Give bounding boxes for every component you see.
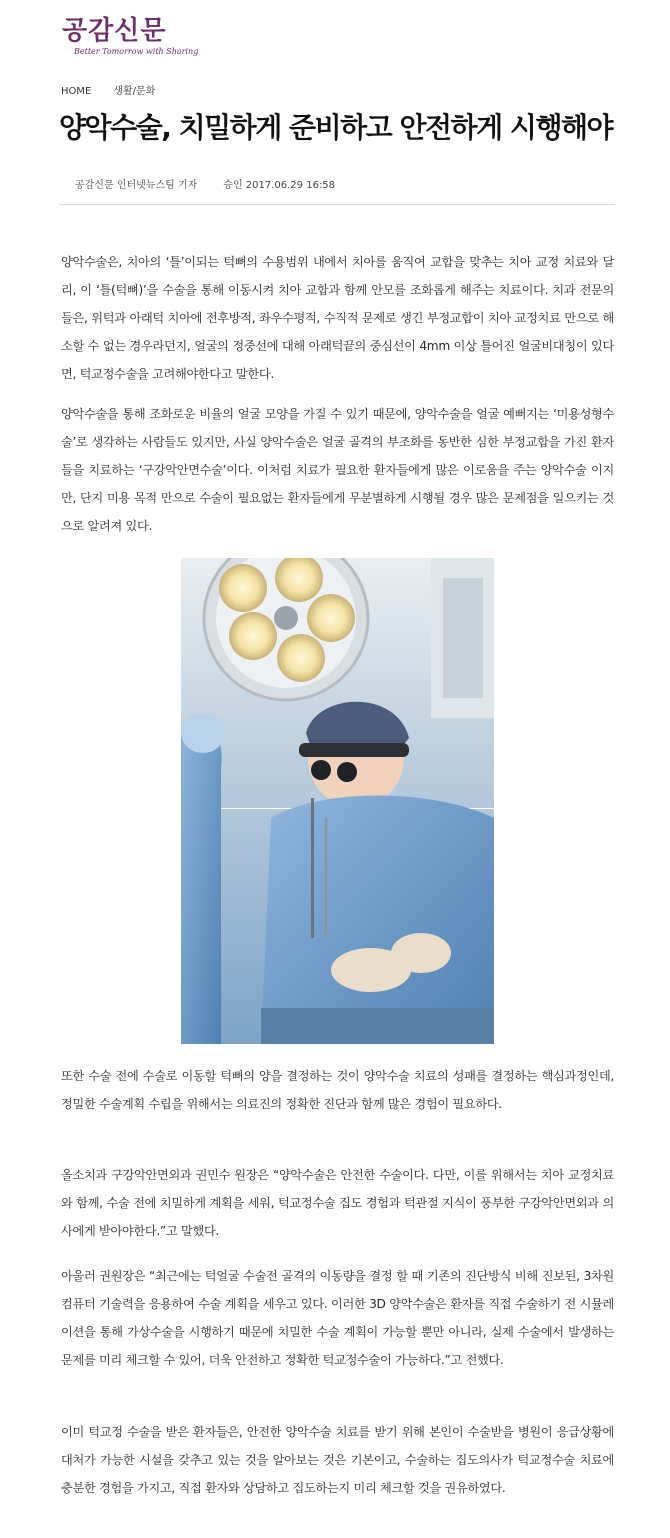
article-approved-date: 승인 2017.06.29 16:58	[223, 180, 336, 191]
logo-wordmark: 공감신문	[62, 16, 167, 46]
logo-tagline: Better Tomorrow with Sharing	[74, 47, 199, 56]
header-divider	[59, 204, 615, 205]
article-paragraph: 올소치과 구강악안면외과 권민수 원장은 “양악수술은 안전한 수술이다. 다만, 이를 위해서는 치아 교정치료와 함께, 수술 전에 치밀하게 계획을 세워, 턱교정수술 집도 경험과 턱관절 지식이 풍부한 구강악안면외과 의사에게 받아야한다.”고 말했다.	[61, 1168, 614, 1238]
assistant-surgeon	[181, 713, 225, 1044]
site-logo[interactable]	[62, 10, 199, 58]
article-byline	[75, 176, 335, 191]
article-paragraph: 또한 수술 전에 수술로 이동할 턱뼈의 양을 결정하는 것이 양악수술 치료의 성패를 결정하는 핵심과정인데, 정밀한 수술계획 수립을 위해서는 의료진의 정확한 진단과 함께 많은 경험이 필요하다.	[61, 1069, 614, 1111]
breadcrumb	[61, 82, 155, 97]
article-paragraph: 양악수술은, 치아의 ‘틀’이되는 턱뼈의 수용범위 내에서 치아를 움직여 교합을 맞추는 치아 교정 치료와 달리, 이 ‘틀(턱뼈)’을 수술을 통해 이동시켜 치아 교합과 함께 안모를 조화롭게 해주는 치료이다. 치과 전문의들은, 위턱과 아래턱 치아에 전후방적, 좌우수평적, 수직적 문제로 생긴 부정교합이 치아 교정치료 만으로 해소할 수 없는 경우라던지, 얼굴의 정중선에 대해 아래턱끝의 중심선이 4mm 이상 틀어진 얼굴비대칭이 있다면, 턱교정수술을 고려해야한다고 말한다.	[61, 255, 614, 381]
breadcrumb-home-link[interactable]: HOME	[61, 86, 92, 97]
surgery-photo	[181, 558, 494, 1044]
article-paragraph: 양악수술을 통해 조화로운 비율의 얼굴 모양을 가질 수 있기 때문에, 양악수술을 얼굴 예뻐지는 ‘미용성형수술’로 생각하는 사람들도 있지만, 사실 양악수술은 얼굴 골격의 부조화를 동반한 심한 부정교합을 가진 환자들을 치료하는 ‘구강악안면수술’이다. 이처럼 치료가 필요한 환자들에게 많은 이로움을 주는 양악수술 이지만, 단지 미용 목적 만으로 수술이 필요없는 환자들에게 무분별하게 시행될 경우 많은 문제점을 일으키는 것으로 알려져 있다.	[61, 407, 614, 533]
article-paragraph: 아울러 권원장은 “최근에는 턱얼굴 수술전 골격의 이동량을 결정 할 때 기존의 진단방식 비해 진보된, 3차원 컴퓨터 기술력을 응용하여 수술 계획을 세우고 있다. 이러한 3D 양악수술은 환자를 직접 수술하기 전 시뮬레이션을 통해 가상수술을 시행하기 때문에 치밀한 수술 계획이 가능할 뿐만 아니라, 실제 수술에서 발생하는 문제를 미리 체크할 수 있어, 더욱 안전하고 정확한 턱교정수술이 가능하다.”고 전했다.	[61, 1269, 614, 1367]
article-author: 공감신문 인터넷뉴스팀 기자	[75, 180, 198, 191]
breadcrumb-section-link[interactable]: 생활/문화	[113, 86, 156, 97]
article-paragraph: 이미 턱교정 수술을 받은 환자들은, 안전한 양악수술 치료를 받기 위해 본인이 수술받을 병원이 응급상황에 대처가 가능한 시설을 갖추고 있는 것을 알아보는 것은 기본이고, 수술하는 집도의사가 턱교정수술 치료에 충분한 경험을 가지고, 직접 환자와 상담하고 집도하는지 미리 체크할 것을 권유하였다.	[61, 1425, 614, 1495]
surgery-photo-illustration	[181, 558, 494, 1044]
article-title: 양악수술, 치밀하게 준비하고 안전하게 시행해야	[59, 111, 613, 144]
